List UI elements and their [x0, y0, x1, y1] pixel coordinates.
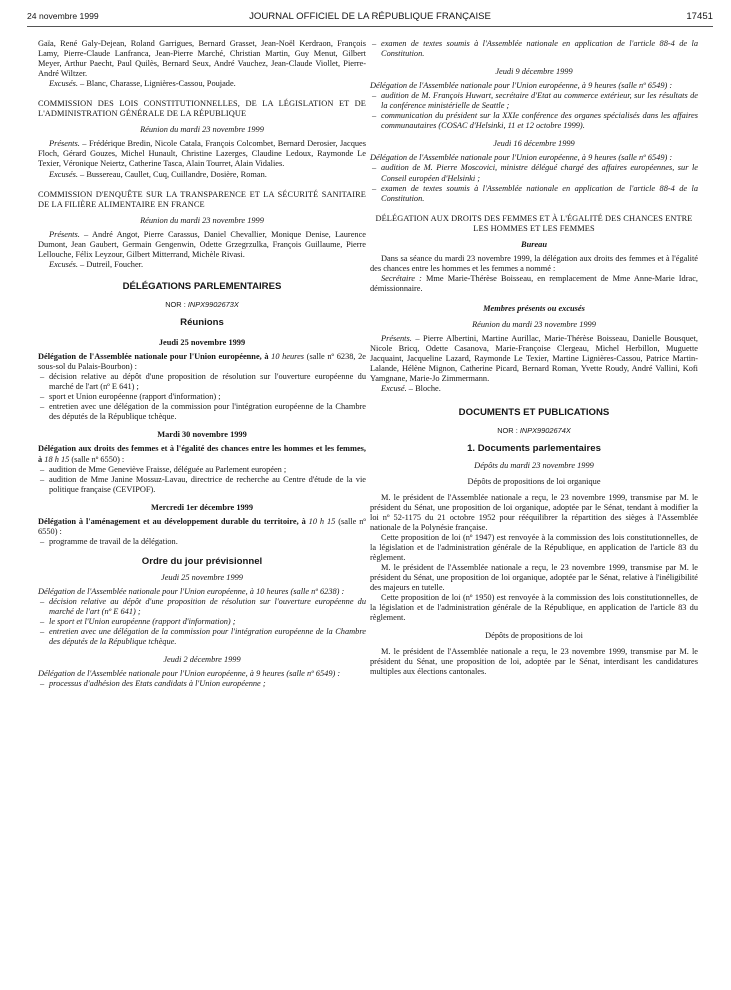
excused-line: Excusés. – Bussereau, Caullet, Cuq, Cuillandre, Dosière, Roman. — [49, 169, 267, 179]
meeting-day: Mardi 30 novembre 1999 — [157, 430, 247, 440]
excused-line: Excusés. – Dutreil, Foucher. — [49, 259, 144, 269]
agenda-item: – décision relative au dépôt d'une proposition de résolution sur l'ouverture européenne du marché de l'art (nº E 641) ; — [49, 597, 366, 617]
agenda-item: – examen de textes soumis à l'Assemblée nationale en application de l'article 88-4 de la Constitution. — [381, 39, 698, 59]
commission-title: COMMISSION D'ENQUÊTE SUR LA TRANSPARENCE ET LA SÉCURITÉ SANITAIRE DE LA FILIÈRE ALIMENTAIRE EN FRANCE — [38, 189, 366, 209]
nor-reference: NOR : INPX9902673X — [165, 299, 239, 309]
excused-line: Excusé. – Bloche. — [381, 384, 441, 394]
meeting-date: Réunion du mardi 23 novembre 1999 — [140, 125, 264, 135]
agenda-item: – processus d'adhésion des Etats candidats à l'Union européenne ; — [49, 679, 366, 689]
agenda-item: – audition de Mme Geneviève Fraisse, déléguée au Parlement européen ; — [49, 465, 366, 475]
meeting-date: Réunion du mardi 23 novembre 1999 — [472, 320, 596, 330]
meeting-day: Jeudi 9 décembre 1999 — [495, 67, 573, 77]
deposit-paragraph: M. le président de l'Assemblée nationale a reçu, le 23 novembre 1999, transmise par M. le président du Sénat, une proposition de loi organique, adoptée par le Sénat, relative à l'inéligibilité des majeurs en tutelle. — [370, 562, 698, 593]
delegation-heading: Délégation de l'Assemblée nationale pour l'Union européenne, à 9 heures (salle nº 6549) : — [38, 669, 341, 679]
agenda-item: – décision relative au dépôt d'une proposition de résolution sur l'ouverture européenne du marché de l'art (nº E 641) ; — [49, 372, 366, 392]
header-date: 24 novembre 1999 — [27, 11, 99, 21]
commission-title: COMMISSION DES LOIS CONSTITUTIONNELLES, DE LA LÉGISLATION ET DE L'ADMINISTRATION GÉNÉRALE DE LA RÉPUBLIQUE — [38, 99, 366, 119]
deposit-heading: Dépôts de propositions de loi — [485, 631, 583, 641]
deposit-paragraph: M. le président de l'Assemblée nationale a reçu, le 23 novembre 1999, transmise par M. le président du Sénat, une proposition de loi organique, adoptée par le Sénat, tendant à modifier la loi nº 52-1175 du 21 octobre 1952 pour rééquilibrer la répartition des sièges à l'Assemblée nationale de la Polynésie française. — [370, 492, 698, 532]
excused-line: Excusés. – Blanc, Charasse, Lignières-Cassou, Poujade. — [49, 79, 236, 89]
agenda-list — [370, 91, 698, 131]
delegation-heading: Délégation aux droits des femmes et à l'égalité des chances entre les hommes et les femmes, à 18 h 15 (salle nº 6550) : — [38, 444, 366, 464]
agenda-item: – sport et Union européenne (rapport d'information) ; — [49, 392, 366, 402]
section-title-documents: DOCUMENTS ET PUBLICATIONS — [458, 407, 610, 419]
agenda-item: – audition de M. François Huwart, secrétaire d'Etat au commerce extérieur, sur les résultats de la conférence ministérielle de Seattle ; — [381, 91, 698, 111]
agenda-item: – le sport et l'Union européenne (rapport d'information) ; — [49, 617, 366, 627]
delegation-title: DÉLÉGATION AUX DROITS DES FEMMES ET À L'ÉGALITÉ DES CHANCES ENTRE LES HOMMES ET LES FEMMES — [375, 213, 693, 233]
agenda-item: – entretien avec une délégation de la commission pour l'intégration européenne de la Chambre des députés de la République tchèque. — [49, 627, 366, 647]
deposit-heading: Dépôts de propositions de loi organique — [467, 476, 601, 486]
meeting-date: Réunion du mardi 23 novembre 1999 — [140, 215, 264, 225]
deposit-paragraph: Cette proposition de loi (nº 1947) est renvoyée à la commission des lois constitutionnelles, de la législation et de l'administration générale de la République, en application de l'article 83 du règlement. — [370, 532, 698, 562]
delegation-heading: Délégation de l'Assemblée nationale pour l'Union européenne, à 9 heures (salle nº 6549) : — [370, 153, 673, 163]
meeting-day: Jeudi 25 novembre 1999 — [158, 338, 246, 348]
present-list: Présents. – André Angot, Pierre Carassus, Daniel Chevallier, Monique Denise, Laurence Dumont, Jean Gaubert, Germain Gengenwin, Odette Grzegrzulka, François Guillaume, Pierre Lellouche, Félix Leyzour, Gilbert Mitterrand, Michèle Rivasi. — [38, 229, 366, 259]
agenda-list — [38, 597, 366, 647]
meeting-day: Jeudi 16 décembre 1999 — [493, 139, 575, 149]
subsection-title-documents-parlementaires: 1. Documents parlementaires — [467, 443, 601, 455]
deposit-paragraph: Cette proposition de loi (nº 1950) est renvoyée à la commission des lois constitutionnelles, de la législation et de l'administration générale de la République, en application de l'article 83 du règlement. — [370, 593, 698, 623]
header-rule — [27, 26, 713, 27]
agenda-item: – audition de Mme Janine Mossuz-Lavau, directrice de recherche au Centre d'étude de la vie politique française (CEVIPOF). — [49, 475, 366, 495]
subsection-title-reunions: Réunions — [180, 316, 224, 328]
members-present-continued: Gaïa, René Galy-Dejean, Roland Garrigues, Bernard Grasset, Jean-Noël Kerdraon, François Lamy, Pierre-Claude Lanfranca, Jean-Pierre Marché, Christian Martin, Guy Menut, Gilbert Meyer, Arthur Paecht, Paul Quilès, Bernard Seux, André Vauchez, Jean-Claude Viollet, Pierre-André Wiltzer. — [38, 39, 366, 79]
agenda-item: – audition de M. Pierre Moscovici, ministre délégué chargé des affaires européennes, sur le Conseil européen d'Helsinki ; — [381, 163, 698, 183]
agenda-item: – examen de textes soumis à l'Assemblée nationale en application de l'article 88-4 de la Constitution. — [381, 184, 698, 204]
section-title-delegations: DÉLÉGATIONS PARLEMENTAIRES — [122, 280, 282, 292]
subsection-title-bureau: Bureau — [521, 239, 547, 249]
meeting-day: Jeudi 2 décembre 1999 — [163, 655, 241, 665]
delegation-heading: Délégation à l'aménagement et au développement durable du territoire, à 10 h 15 (salle nº 6550) : — [38, 516, 367, 536]
delegation-heading: Délégation de l'Assemblée nationale pour l'Union européenne, à 10 heures (salle nº 6238, 2e sous-sol du Palais-Bourbon) : — [38, 352, 366, 372]
journal-title: JOURNAL OFFICIEL DE LA RÉPUBLIQUE FRANÇAISE — [249, 11, 491, 22]
bureau-text: Dans sa séance du mardi 23 novembre 1999, la délégation aux droits des femmes et à l'égalité des chances entre les hommes et les femmes a nommé : — [370, 253, 698, 273]
meeting-day: Jeudi 25 novembre 1999 — [161, 572, 243, 582]
agenda-list — [38, 537, 366, 547]
agenda-list — [38, 679, 366, 689]
meeting-day: Mercredi 1er décembre 1999 — [150, 502, 254, 512]
deposit-date: Dépôts du mardi 23 novembre 1999 — [474, 460, 594, 470]
nor-reference: NOR : INPX9902674X — [497, 426, 571, 436]
deposit-paragraph: M. le président de l'Assemblée nationale a reçu, le 23 novembre 1999, transmise par M. le président du Sénat, une proposition de loi, adoptée par le Sénat, interdisant les candidatures multiples aux élections cantonales. — [370, 647, 698, 677]
agenda-item: – communication du président sur la XXIe conférence des organes spécialisés dans les affaires communautaires (COSAC d'Helsinki, 11 et 12 octobre 1999). — [381, 111, 698, 131]
page-header — [27, 11, 713, 25]
right-column — [370, 39, 698, 677]
subsection-title-ordre-du-jour: Ordre du jour prévisionnel — [141, 555, 263, 567]
present-list: Présents. – Frédérique Bredin, Nicole Catala, François Colcombet, Bernard Derosier, Jacques Floch, Gérard Gouzes, Michel Hunault, Christine Lazerges, Claudine Ledoux, Raymonde Le Texier, Véronique Neiertz, Catherine Tasca, Alain Tourret, Alain Vidalies. — [38, 139, 366, 169]
agenda-item: – programme de travail de la délégation. — [49, 537, 366, 547]
delegation-heading: Délégation de l'Assemblée nationale pour l'Union européenne, à 10 heures (salle nº 6238) : — [38, 586, 345, 596]
agenda-list — [38, 372, 366, 422]
left-column — [38, 39, 366, 689]
delegation-heading: Délégation de l'Assemblée nationale pour l'Union européenne, à 9 heures (salle nº 6549) : — [370, 81, 673, 91]
agenda-list — [370, 163, 698, 203]
secretaire-line: Secrétaire : Mme Marie-Thérèse Boisseau, en remplacement de Mme Anne-Marie Idrac, démissionnaire. — [370, 273, 698, 293]
page-number: 17451 — [686, 11, 713, 22]
present-list: Présents. – Pierre Albertini, Martine Aurillac, Marie-Thérèse Boisseau, Danielle Bousquet, Nicole Bricq, Odette Casanova, Marie-Françoise Clergeau, Michel Herbillon, Muguette Jacquaint, Jacqueline Lazard, Raymonde Le Texier, Martine Lignières-Cassou, Patrice Martin-Lalande, Hélène Mignon, Catherine Picard, Bernard Roman, Yvette Roudy, André Vallini, Kofi Yamgnane, Marie-Jo Zimmermann. — [370, 334, 698, 384]
subsection-title-membres: Membres présents ou excusés — [483, 303, 585, 313]
agenda-item: – entretien avec une délégation de la commission pour l'intégration européenne de la Chambre des députés de la République tchèque. — [49, 402, 366, 422]
agenda-list — [38, 465, 366, 495]
agenda-list — [370, 39, 698, 59]
